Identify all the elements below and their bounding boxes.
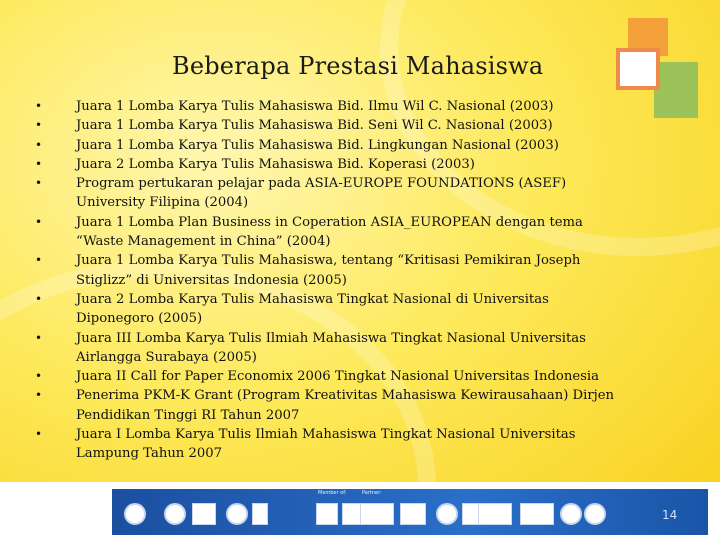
achievement-item <box>35 367 685 386</box>
hague-logo-icon <box>478 503 512 525</box>
slide-title: Beberapa Prestasi Mahasiswa <box>172 52 544 80</box>
achievement-item <box>35 116 685 135</box>
achievement-text: Juara 2 Lomba Karya Tulis Mahasiswa Bid. Koperasi (2003) <box>76 156 475 172</box>
achievement-item <box>35 290 685 329</box>
bullet-icon: • <box>35 99 43 113</box>
member-label: Member of: <box>318 490 347 496</box>
achievement-item <box>35 329 685 368</box>
bullet-icon: • <box>35 369 43 384</box>
partner-logo-icon <box>252 503 268 525</box>
bullet-icon: • <box>35 388 43 403</box>
achievement-item <box>35 136 685 155</box>
bullet-icon: • <box>35 176 43 191</box>
achievement-text: Diponegoro (2005) <box>76 311 203 327</box>
partner-logo-icon <box>436 503 458 525</box>
achievement-item <box>35 213 685 252</box>
achievement-text: Juara II Call for Paper Economix 2006 Tingkat Nasional Universitas Indonesia <box>76 369 599 385</box>
achievement-text: Juara 1 Lomba Karya Tulis Mahasiswa Bid. Ilmu Wil C. Nasional (2003) <box>76 99 554 114</box>
achievement-item <box>35 251 685 290</box>
bullet-icon: • <box>35 118 43 133</box>
partner-logo-icon <box>560 503 582 525</box>
achievement-text: Juara 2 Lomba Karya Tulis Mahasiswa Tingkat Nasional di Universitas <box>76 291 549 307</box>
partner-logo-icon <box>400 503 426 525</box>
bullet-icon: • <box>35 137 43 152</box>
achievement-text: Pendidikan Tinggi RI Tahun 2007 <box>76 407 300 423</box>
achievement-text: Stiglizz” di Universitas Indonesia (2005) <box>76 272 347 288</box>
achievement-text: Penerima PKM-K Grant (Program Kreativitas Mahasiswa Kewirausahaan) Dirjen <box>76 388 615 404</box>
page-number: 14 <box>662 508 678 522</box>
achievement-text: Juara 1 Lomba Karya Tulis Mahasiswa, tentang “Kritisasi Pemikiran Joseph <box>76 253 581 269</box>
achievement-text: Juara III Lomba Karya Tulis Ilmiah Mahasiswa Tingkat Nasional Universitas <box>76 330 586 346</box>
achievement-text: Lampung Tahun 2007 <box>76 446 223 462</box>
bullet-icon: • <box>35 156 43 171</box>
achievement-item <box>35 425 685 464</box>
partner-logo-icon <box>360 503 394 525</box>
achievement-text: Airlangga Surabaya (2005) <box>76 349 257 365</box>
abest-logo-icon <box>316 503 338 525</box>
achievement-text: Juara 1 Lomba Karya Tulis Mahasiswa Bid. Seni Wil C. Nasional (2003) <box>76 118 553 134</box>
achievement-item <box>35 386 685 425</box>
achievement-list <box>35 97 685 464</box>
partner-logo-icon <box>192 503 216 525</box>
achievement-text: Program pertukaran pelajar pada ASIA-EUROPE FOUNDATIONS (ASEF) <box>76 176 567 192</box>
achievement-text: Juara I Lomba Karya Tulis Ilmiah Mahasiswa Tingkat Nasional Universitas <box>76 427 576 443</box>
achievement-text: “Waste Management in China” (2004) <box>76 234 331 250</box>
achievement-item <box>35 97 685 116</box>
bullet-icon: • <box>35 291 43 306</box>
msu-logo-icon <box>520 503 554 525</box>
partner-logo-icon <box>226 503 248 525</box>
bullet-icon: • <box>35 253 43 268</box>
partner-logo-icon <box>584 503 606 525</box>
partner-logo-icon <box>164 503 186 525</box>
achievement-text: University Filipina (2004) <box>76 195 249 211</box>
achievement-item <box>35 155 685 174</box>
achievement-text: Juara 1 Lomba Karya Tulis Mahasiswa Bid. Lingkungan Nasional (2003) <box>76 137 559 153</box>
partner-label: Partner: <box>362 490 382 496</box>
achievement-item <box>35 174 685 213</box>
bullet-icon: • <box>35 330 43 345</box>
achievement-text: Juara 1 Lomba Plan Business in Coperation ASIA_EUROPEAN dengan tema <box>76 214 583 230</box>
bullet-icon: • <box>35 214 43 229</box>
university-seal-icon <box>124 503 146 525</box>
decor-square-white <box>616 48 660 90</box>
bullet-icon: • <box>35 427 43 442</box>
